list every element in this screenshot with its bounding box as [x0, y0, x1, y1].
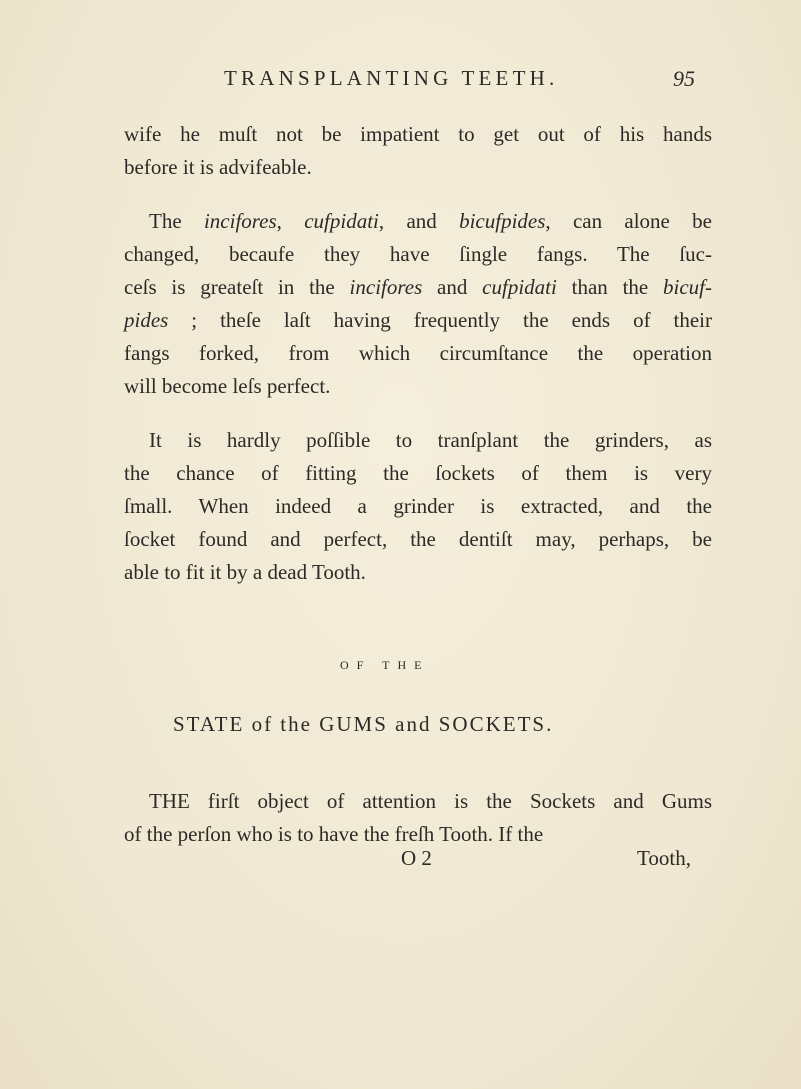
text-line: able to fit it by a dead Tooth. [124, 560, 366, 584]
text-line: of the perſon who is to have the freſh Tooth. If the [124, 822, 544, 846]
text-line: ſmall. When indeed a grinder is extracted, and the [124, 494, 712, 518]
text-line: ceſs is greateſt in the incifores and cufpidati than the bicuf- [124, 275, 713, 299]
text-line: wife he muſt not be impatient to get out of his hands [124, 122, 712, 146]
running-head [0, 66, 801, 100]
text-line: It is hardly poſſible to tranſplant the grinders, as [149, 428, 712, 452]
paragraph-2 [124, 205, 712, 403]
section-body-text [124, 785, 712, 851]
running-title: TRANSPLANTING TEETH. [224, 66, 559, 90]
paragraph-1 [124, 118, 712, 184]
page-footer [0, 846, 801, 880]
body-text [124, 118, 712, 589]
text-line: will become leſs perfect. [124, 374, 331, 398]
text-line: ſocket found and perfect, the dentiſt may, perhaps, be [124, 527, 712, 551]
text-line: pides ; theſe laſt having frequently the ends of their [124, 308, 712, 332]
page-number: 95 [673, 66, 695, 91]
section-prefix-text: OF THE [340, 658, 430, 672]
text-line: fangs forked, from which circumſtance the operation [124, 341, 712, 365]
section-heading-text: STATE of the GUMS and SOCKETS. [173, 712, 554, 736]
text-line: the chance of fitting the ſockets of them is very [124, 461, 712, 485]
paragraph-3 [124, 424, 712, 589]
section-heading [0, 712, 801, 742]
text-line: The incifores, cufpidati, and bicufpides, can alone be [149, 209, 712, 233]
catchword: Tooth, [637, 846, 691, 870]
section-paragraph [124, 785, 712, 851]
signature-mark: O 2 [401, 846, 432, 870]
text-line: THE firſt object of attention is the Sockets and Gums [149, 789, 712, 813]
text-line: before it is advifeable. [124, 155, 312, 179]
text-line: changed, becaufe they have ſingle fangs. The ſuc- [124, 242, 712, 266]
section-prefix [0, 658, 801, 678]
